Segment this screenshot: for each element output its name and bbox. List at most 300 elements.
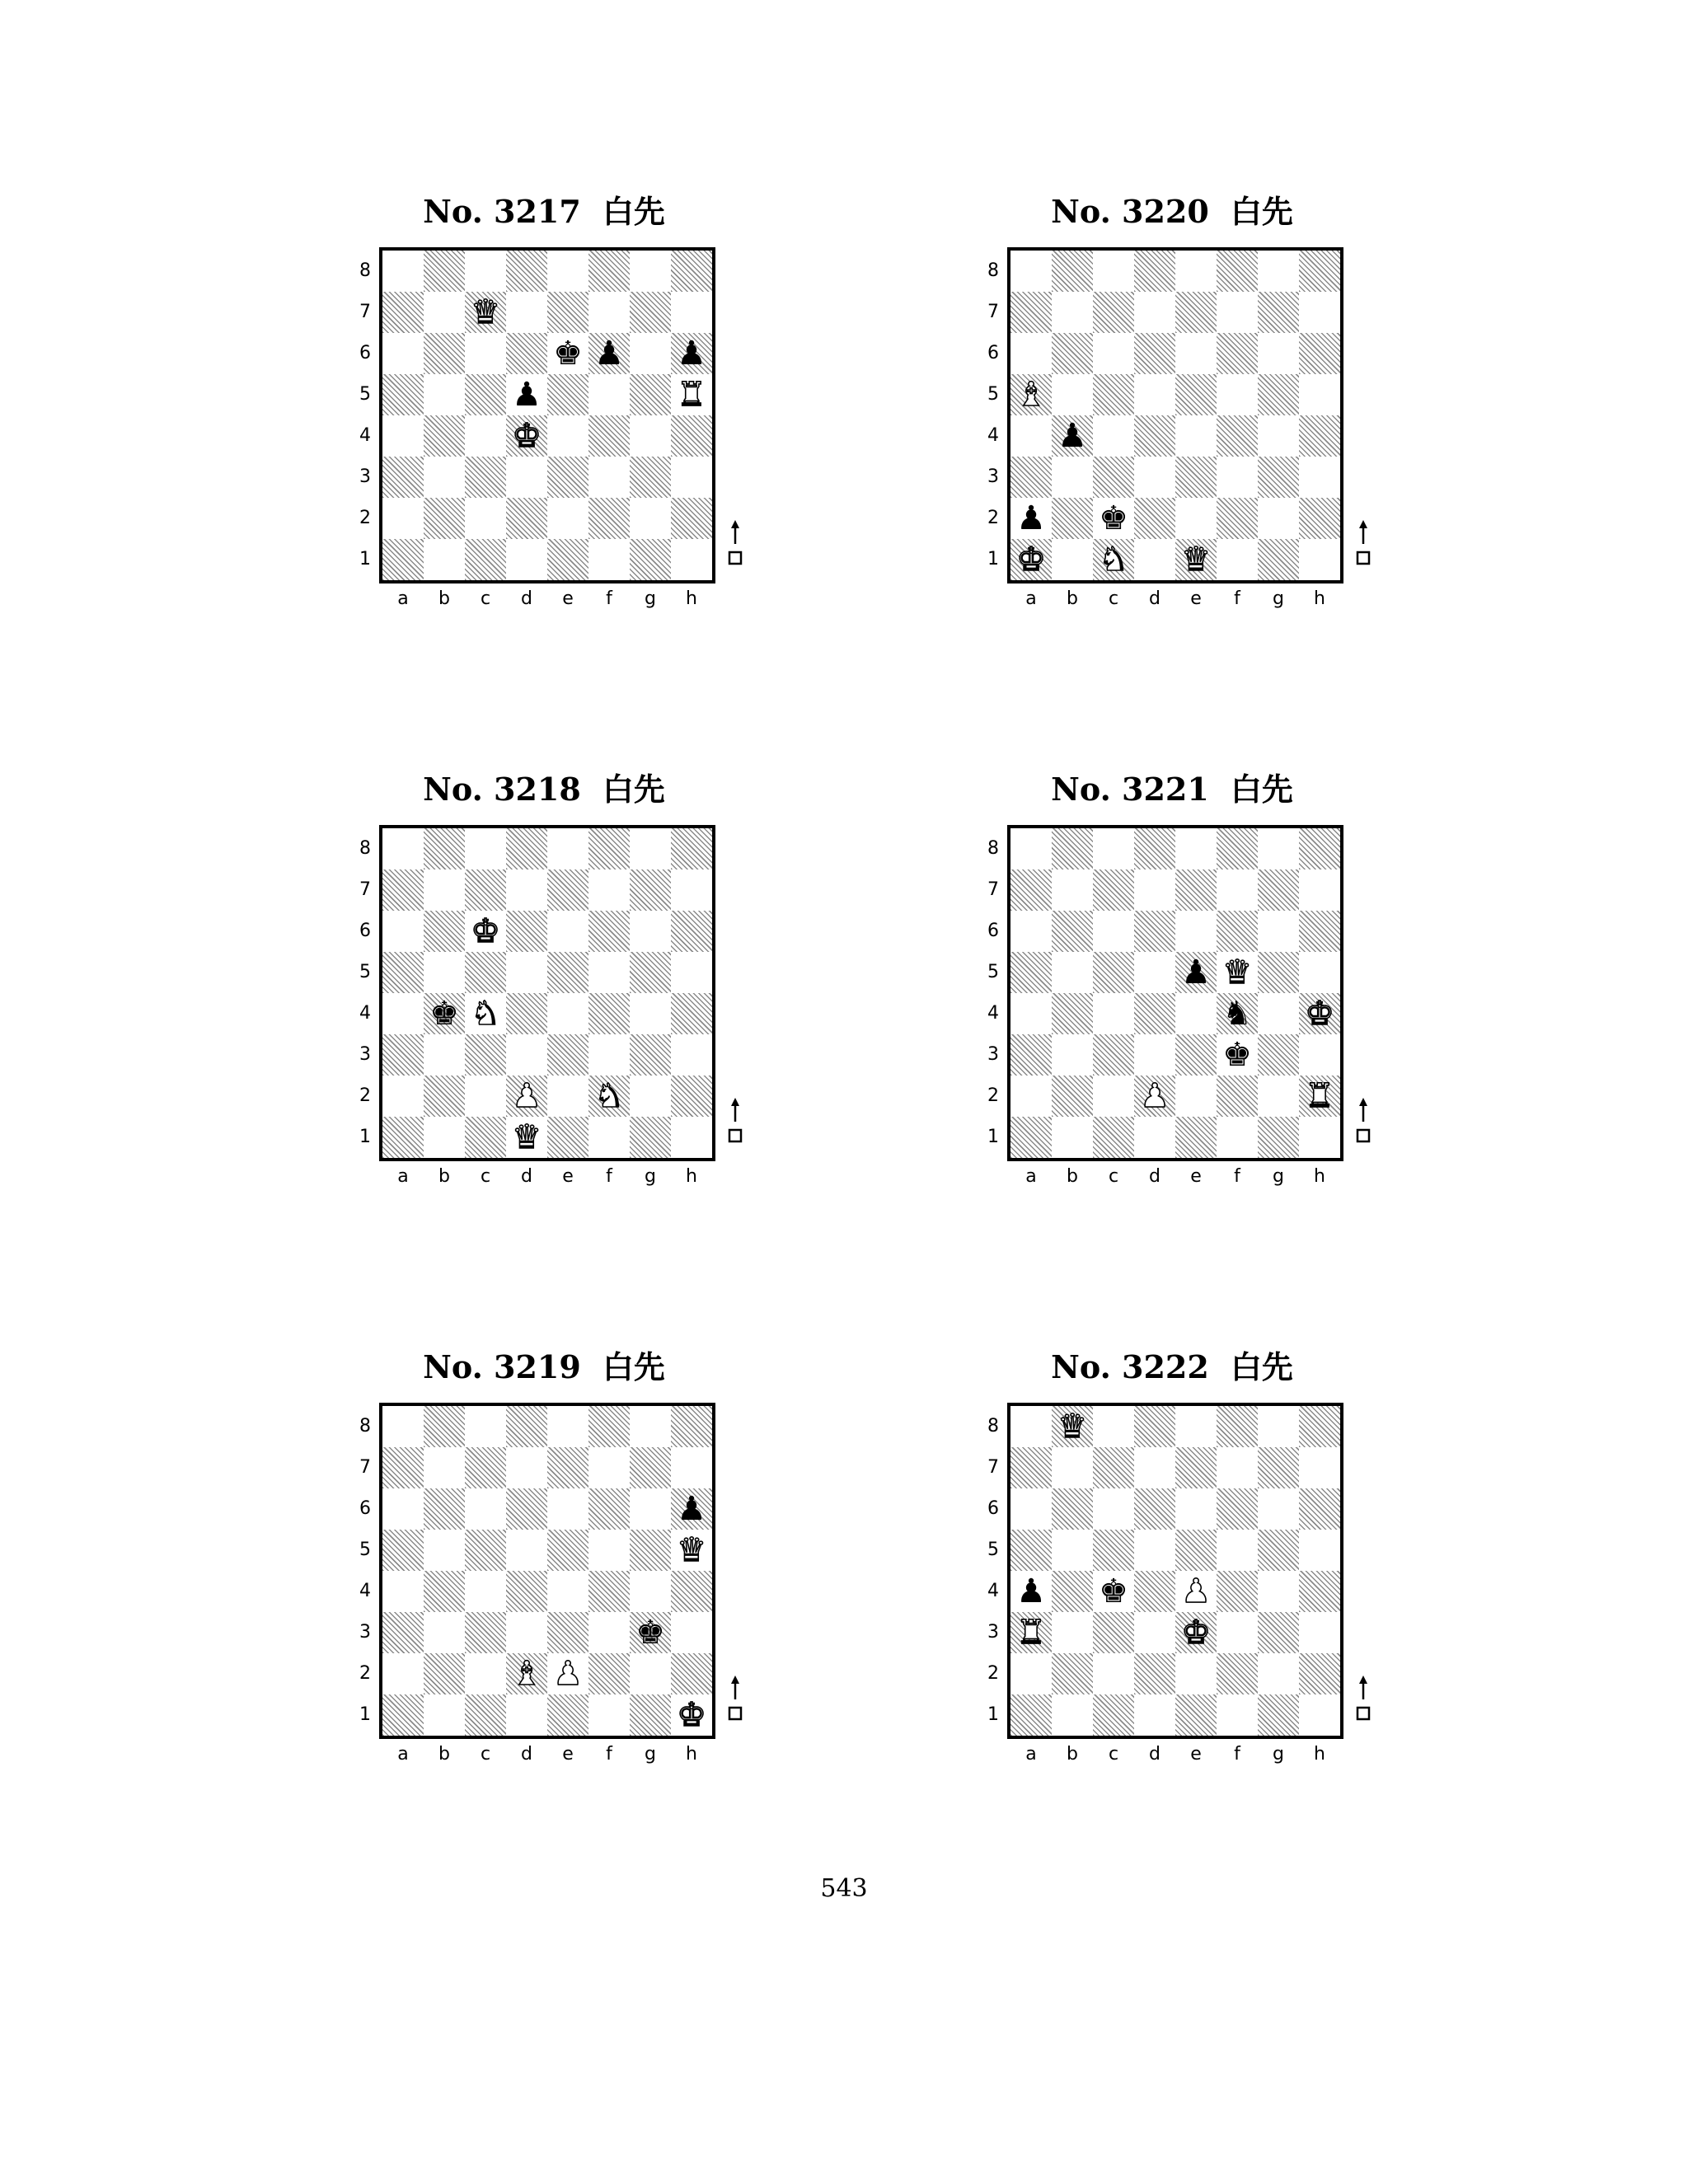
file-label: f (606, 1744, 612, 1765)
square-c7 (1093, 1447, 1134, 1488)
square-e2 (1175, 498, 1217, 539)
square-a2 (382, 1653, 424, 1694)
square-f7 (1217, 869, 1258, 911)
file-label: g (645, 1744, 656, 1765)
square-d7 (506, 869, 547, 911)
square-b6 (1052, 333, 1093, 374)
white-king-icon: ♚ (1181, 1614, 1211, 1652)
square-h5 (1299, 952, 1340, 993)
square-f2 (1217, 498, 1258, 539)
rank-label: 8 (359, 1416, 371, 1436)
side-to-move-label: 白先 (1230, 1348, 1293, 1385)
square-e3 (547, 1612, 588, 1653)
square-a3 (382, 1612, 424, 1653)
square-g3 (630, 457, 671, 498)
black-pawn-icon: ♟ (1181, 954, 1211, 991)
square-a5 (382, 374, 424, 415)
square-g5 (630, 374, 671, 415)
square-e8 (547, 828, 588, 869)
square-e2 (1175, 1653, 1217, 1694)
file-label: b (438, 588, 450, 609)
square-d2 (1134, 1653, 1175, 1694)
square-e8 (547, 1406, 588, 1447)
white-king-icon: ♚ (471, 912, 500, 950)
square-f3 (588, 1034, 630, 1076)
square-f4 (588, 415, 630, 457)
square-d5 (506, 952, 547, 993)
square-e3 (1175, 1034, 1217, 1076)
square-h8 (671, 828, 712, 869)
white-king-icon: ♚ (677, 1696, 706, 1734)
white-king-icon: ♚ (512, 417, 542, 455)
square-a8 (1010, 1406, 1052, 1447)
square-g1 (630, 1117, 671, 1158)
square-a6 (382, 911, 424, 952)
square-h8 (671, 251, 712, 292)
square-e8 (547, 251, 588, 292)
square-e4 (1175, 415, 1217, 457)
square-a2 (382, 1076, 424, 1117)
square-c7 (1093, 292, 1134, 333)
rank-label: 4 (987, 1003, 999, 1024)
square-g7 (1258, 1447, 1299, 1488)
square-f8 (588, 1406, 630, 1447)
square-h6 (1299, 911, 1340, 952)
file-label: g (1273, 588, 1284, 609)
square-a4 (382, 415, 424, 457)
square-d6 (1134, 911, 1175, 952)
black-pawn-icon: ♟ (677, 1490, 706, 1528)
square-e3 (547, 457, 588, 498)
square-d5 (1134, 1530, 1175, 1571)
file-label: e (1190, 1744, 1202, 1765)
square-a6 (1010, 333, 1052, 374)
square-e8 (1175, 1406, 1217, 1447)
square-a7 (1010, 1447, 1052, 1488)
square-h8 (671, 1406, 712, 1447)
square-h3 (671, 1034, 712, 1076)
file-label: d (521, 588, 532, 609)
square-a8 (1010, 251, 1052, 292)
white-pawn-icon: ♟ (1140, 1077, 1170, 1115)
square-a6 (382, 1488, 424, 1530)
square-b2 (1052, 498, 1093, 539)
square-c5 (1093, 952, 1134, 993)
square-d1 (506, 1694, 547, 1736)
square-f7 (1217, 1447, 1258, 1488)
square-b6 (1052, 911, 1093, 952)
square-f8 (588, 828, 630, 869)
square-g4 (1258, 415, 1299, 457)
square-h6 (671, 911, 712, 952)
square-f2 (588, 1653, 630, 1694)
puzzle-number: No. 3217 (423, 193, 581, 230)
white-to-move-icon (725, 519, 745, 569)
square-f1 (1217, 1694, 1258, 1736)
square-a1 (382, 1694, 424, 1736)
square-b8 (1052, 828, 1093, 869)
square-g2 (1258, 1076, 1299, 1117)
square-h6 (1299, 1488, 1340, 1530)
square-f7 (588, 292, 630, 333)
rank-label: 6 (359, 1498, 371, 1519)
rank-label: 2 (987, 1663, 999, 1684)
puzzle-title (1007, 191, 1337, 232)
square-h7 (1299, 1447, 1340, 1488)
square-d8 (506, 251, 547, 292)
square-g2 (630, 1653, 671, 1694)
square-e4 (547, 993, 588, 1034)
square-d4 (1134, 1571, 1175, 1612)
square-f8 (1217, 251, 1258, 292)
square-g8 (1258, 1406, 1299, 1447)
black-pawn-icon: ♟ (594, 335, 624, 373)
square-c3 (465, 457, 506, 498)
rank-label: 2 (987, 1085, 999, 1106)
square-a7 (382, 869, 424, 911)
square-g2 (1258, 498, 1299, 539)
puzzle-3219 (321, 1347, 750, 1808)
side-to-move-label: 白先 (602, 1348, 665, 1385)
square-c2 (1093, 1076, 1134, 1117)
square-e4 (547, 415, 588, 457)
square-b5 (424, 952, 465, 993)
file-label: d (521, 1166, 532, 1187)
square-a2 (1010, 1076, 1052, 1117)
white-rook-icon: ♜ (677, 376, 706, 414)
file-label: h (1314, 1744, 1325, 1765)
rank-label: 8 (987, 838, 999, 859)
square-g4 (630, 415, 671, 457)
square-e6 (547, 1488, 588, 1530)
white-pawn-icon: ♟ (553, 1655, 583, 1693)
file-label: a (1025, 588, 1037, 609)
black-king-icon: ♚ (635, 1614, 665, 1652)
file-label: c (480, 588, 491, 609)
square-a3 (382, 1034, 424, 1076)
white-king-icon: ♚ (1016, 541, 1046, 579)
white-queen-icon: ♛ (1181, 541, 1211, 579)
square-a2 (382, 498, 424, 539)
square-b3 (424, 1034, 465, 1076)
square-f6 (1217, 1488, 1258, 1530)
square-b3 (1052, 1034, 1093, 1076)
white-rook-icon: ♜ (1016, 1614, 1046, 1652)
square-e6 (1175, 911, 1217, 952)
square-b1 (424, 1694, 465, 1736)
file-label: e (562, 588, 574, 609)
square-c1 (1093, 1117, 1134, 1158)
square-c2 (465, 498, 506, 539)
rank-label: 6 (359, 343, 371, 363)
rank-label: 1 (987, 1704, 999, 1725)
file-label: b (1067, 1166, 1078, 1187)
file-label: b (438, 1744, 450, 1765)
square-e7 (547, 1447, 588, 1488)
square-c3 (1093, 457, 1134, 498)
square-g2 (630, 1076, 671, 1117)
square-h1 (1299, 539, 1340, 580)
white-to-move-icon (725, 1097, 745, 1146)
square-g7 (630, 292, 671, 333)
square-g6 (630, 333, 671, 374)
square-h4 (1299, 1571, 1340, 1612)
square-b1 (1052, 539, 1093, 580)
square-e6 (1175, 1488, 1217, 1530)
square-e7 (547, 292, 588, 333)
white-bishop-icon: ♝ (512, 1655, 542, 1693)
square-f4 (588, 1571, 630, 1612)
square-a7 (382, 292, 424, 333)
square-f7 (1217, 292, 1258, 333)
square-b1 (424, 539, 465, 580)
white-to-move-icon (1353, 519, 1373, 569)
square-h8 (1299, 828, 1340, 869)
square-a7 (382, 1447, 424, 1488)
square-b3 (424, 1612, 465, 1653)
square-d4 (1134, 993, 1175, 1034)
square-e4 (547, 1571, 588, 1612)
puzzle-3217 (321, 191, 750, 653)
square-c3 (1093, 1034, 1134, 1076)
square-c6 (465, 1488, 506, 1530)
rank-label: 2 (987, 508, 999, 528)
square-h1 (1299, 1117, 1340, 1158)
square-b1 (1052, 1694, 1093, 1736)
square-d6 (506, 1488, 547, 1530)
square-c8 (1093, 828, 1134, 869)
rank-label: 4 (987, 425, 999, 446)
file-label: f (606, 1166, 612, 1187)
square-a8 (382, 1406, 424, 1447)
file-label: a (397, 588, 409, 609)
chess-board (379, 825, 715, 1161)
square-d5 (1134, 952, 1175, 993)
square-h2 (1299, 1653, 1340, 1694)
puzzle-title (379, 769, 709, 810)
square-e2 (547, 498, 588, 539)
file-label: h (686, 1744, 697, 1765)
square-f3 (1217, 1612, 1258, 1653)
square-d5 (1134, 374, 1175, 415)
side-to-move-label: 白先 (602, 193, 665, 230)
square-c6 (1093, 911, 1134, 952)
square-a6 (1010, 1488, 1052, 1530)
square-e7 (1175, 869, 1217, 911)
square-b5 (1052, 374, 1093, 415)
square-c5 (465, 374, 506, 415)
square-b7 (1052, 869, 1093, 911)
black-pawn-icon: ♟ (677, 335, 706, 373)
side-to-move-label: 白先 (1230, 193, 1293, 230)
black-king-icon: ♚ (429, 995, 459, 1033)
rank-label: 5 (987, 962, 999, 982)
white-queen-icon: ♛ (512, 1118, 542, 1156)
square-d8 (1134, 1406, 1175, 1447)
square-h5 (1299, 1530, 1340, 1571)
square-b7 (424, 292, 465, 333)
square-a8 (382, 251, 424, 292)
square-a5 (382, 952, 424, 993)
white-to-move-icon (1353, 1675, 1373, 1724)
square-h4 (1299, 415, 1340, 457)
square-g3 (630, 1034, 671, 1076)
square-c7 (465, 1447, 506, 1488)
file-label: d (1149, 1166, 1160, 1187)
square-a8 (382, 828, 424, 869)
square-a1 (382, 1117, 424, 1158)
square-h4 (671, 1571, 712, 1612)
square-e8 (1175, 828, 1217, 869)
square-e5 (547, 1530, 588, 1571)
square-d7 (1134, 292, 1175, 333)
file-label: b (1067, 588, 1078, 609)
square-f7 (588, 869, 630, 911)
rank-label: 7 (359, 879, 371, 900)
square-c2 (465, 1653, 506, 1694)
square-e5 (547, 952, 588, 993)
square-g4 (1258, 993, 1299, 1034)
square-h3 (671, 1612, 712, 1653)
square-g6 (1258, 1488, 1299, 1530)
square-f4 (1217, 1571, 1258, 1612)
square-g1 (1258, 1117, 1299, 1158)
file-label: g (1273, 1166, 1284, 1187)
puzzle-3218 (321, 769, 750, 1230)
rank-label: 7 (359, 302, 371, 322)
square-d3 (506, 457, 547, 498)
rank-label: 6 (987, 1498, 999, 1519)
square-d8 (1134, 251, 1175, 292)
file-label: h (1314, 1166, 1325, 1187)
square-a4 (1010, 993, 1052, 1034)
square-g6 (630, 911, 671, 952)
square-f1 (1217, 1117, 1258, 1158)
square-f5 (588, 374, 630, 415)
square-b7 (1052, 1447, 1093, 1488)
square-d4 (506, 1571, 547, 1612)
rank-label: 6 (359, 921, 371, 941)
rank-label: 8 (987, 260, 999, 281)
file-label: e (1190, 588, 1202, 609)
black-pawn-icon: ♟ (1016, 499, 1046, 537)
chess-board (1007, 247, 1343, 583)
rank-label: 2 (359, 508, 371, 528)
square-a2 (1010, 1653, 1052, 1694)
square-d6 (1134, 333, 1175, 374)
rank-label: 3 (987, 1044, 999, 1065)
square-c5 (465, 1530, 506, 1571)
square-h4 (671, 415, 712, 457)
square-a1 (1010, 1117, 1052, 1158)
file-label: a (397, 1744, 409, 1765)
square-b3 (1052, 457, 1093, 498)
square-c1 (465, 1117, 506, 1158)
square-g2 (1258, 1653, 1299, 1694)
rank-label: 1 (987, 1127, 999, 1147)
rank-label: 5 (359, 1540, 371, 1560)
rank-label: 7 (359, 1457, 371, 1478)
white-knight-icon: ♞ (471, 995, 500, 1033)
puzzle-number: No. 3222 (1051, 1348, 1209, 1385)
white-queen-icon: ♛ (1222, 954, 1252, 991)
square-c8 (465, 1406, 506, 1447)
square-d1 (1134, 539, 1175, 580)
square-b6 (424, 333, 465, 374)
square-a8 (1010, 828, 1052, 869)
square-h8 (1299, 251, 1340, 292)
white-queen-icon: ♛ (1057, 1408, 1087, 1446)
square-g6 (1258, 333, 1299, 374)
file-label: f (1234, 1744, 1240, 1765)
square-d1 (1134, 1694, 1175, 1736)
square-h1 (671, 1117, 712, 1158)
rank-label: 2 (359, 1085, 371, 1106)
square-b5 (1052, 1530, 1093, 1571)
square-c4 (465, 415, 506, 457)
square-f1 (1217, 539, 1258, 580)
square-g7 (1258, 869, 1299, 911)
square-c6 (465, 333, 506, 374)
file-label: a (1025, 1744, 1037, 1765)
black-king-icon: ♚ (553, 335, 583, 373)
square-f1 (588, 1117, 630, 1158)
white-to-move-icon (1353, 1097, 1373, 1146)
rank-label: 6 (987, 343, 999, 363)
square-c3 (465, 1612, 506, 1653)
square-e8 (1175, 251, 1217, 292)
square-a3 (1010, 1034, 1052, 1076)
black-pawn-icon: ♟ (512, 376, 542, 414)
square-f6 (1217, 911, 1258, 952)
square-f6 (588, 911, 630, 952)
square-b1 (424, 1117, 465, 1158)
square-c8 (1093, 251, 1134, 292)
square-g4 (630, 1571, 671, 1612)
rank-label: 3 (359, 1622, 371, 1643)
file-label: g (645, 1166, 656, 1187)
puzzle-number: No. 3218 (423, 771, 581, 808)
square-a1 (1010, 1694, 1052, 1736)
square-a4 (382, 1571, 424, 1612)
square-c4 (1093, 993, 1134, 1034)
square-d4 (506, 993, 547, 1034)
side-to-move-label: 白先 (1230, 771, 1293, 808)
square-c1 (1093, 1694, 1134, 1736)
square-b3 (1052, 1612, 1093, 1653)
square-a1 (382, 539, 424, 580)
square-h7 (1299, 292, 1340, 333)
file-label: a (397, 1166, 409, 1187)
file-label: c (480, 1166, 491, 1187)
square-d1 (506, 539, 547, 580)
square-d7 (1134, 869, 1175, 911)
square-f5 (588, 1530, 630, 1571)
square-f8 (1217, 828, 1258, 869)
square-b3 (424, 457, 465, 498)
square-g2 (630, 498, 671, 539)
file-label: d (521, 1744, 532, 1765)
square-f3 (1217, 457, 1258, 498)
square-b2 (424, 1653, 465, 1694)
rank-label: 4 (987, 1581, 999, 1601)
square-f8 (588, 251, 630, 292)
puzzle-title (1007, 1347, 1337, 1388)
square-h3 (1299, 457, 1340, 498)
square-h7 (671, 869, 712, 911)
square-f8 (1217, 1406, 1258, 1447)
square-g7 (1258, 292, 1299, 333)
